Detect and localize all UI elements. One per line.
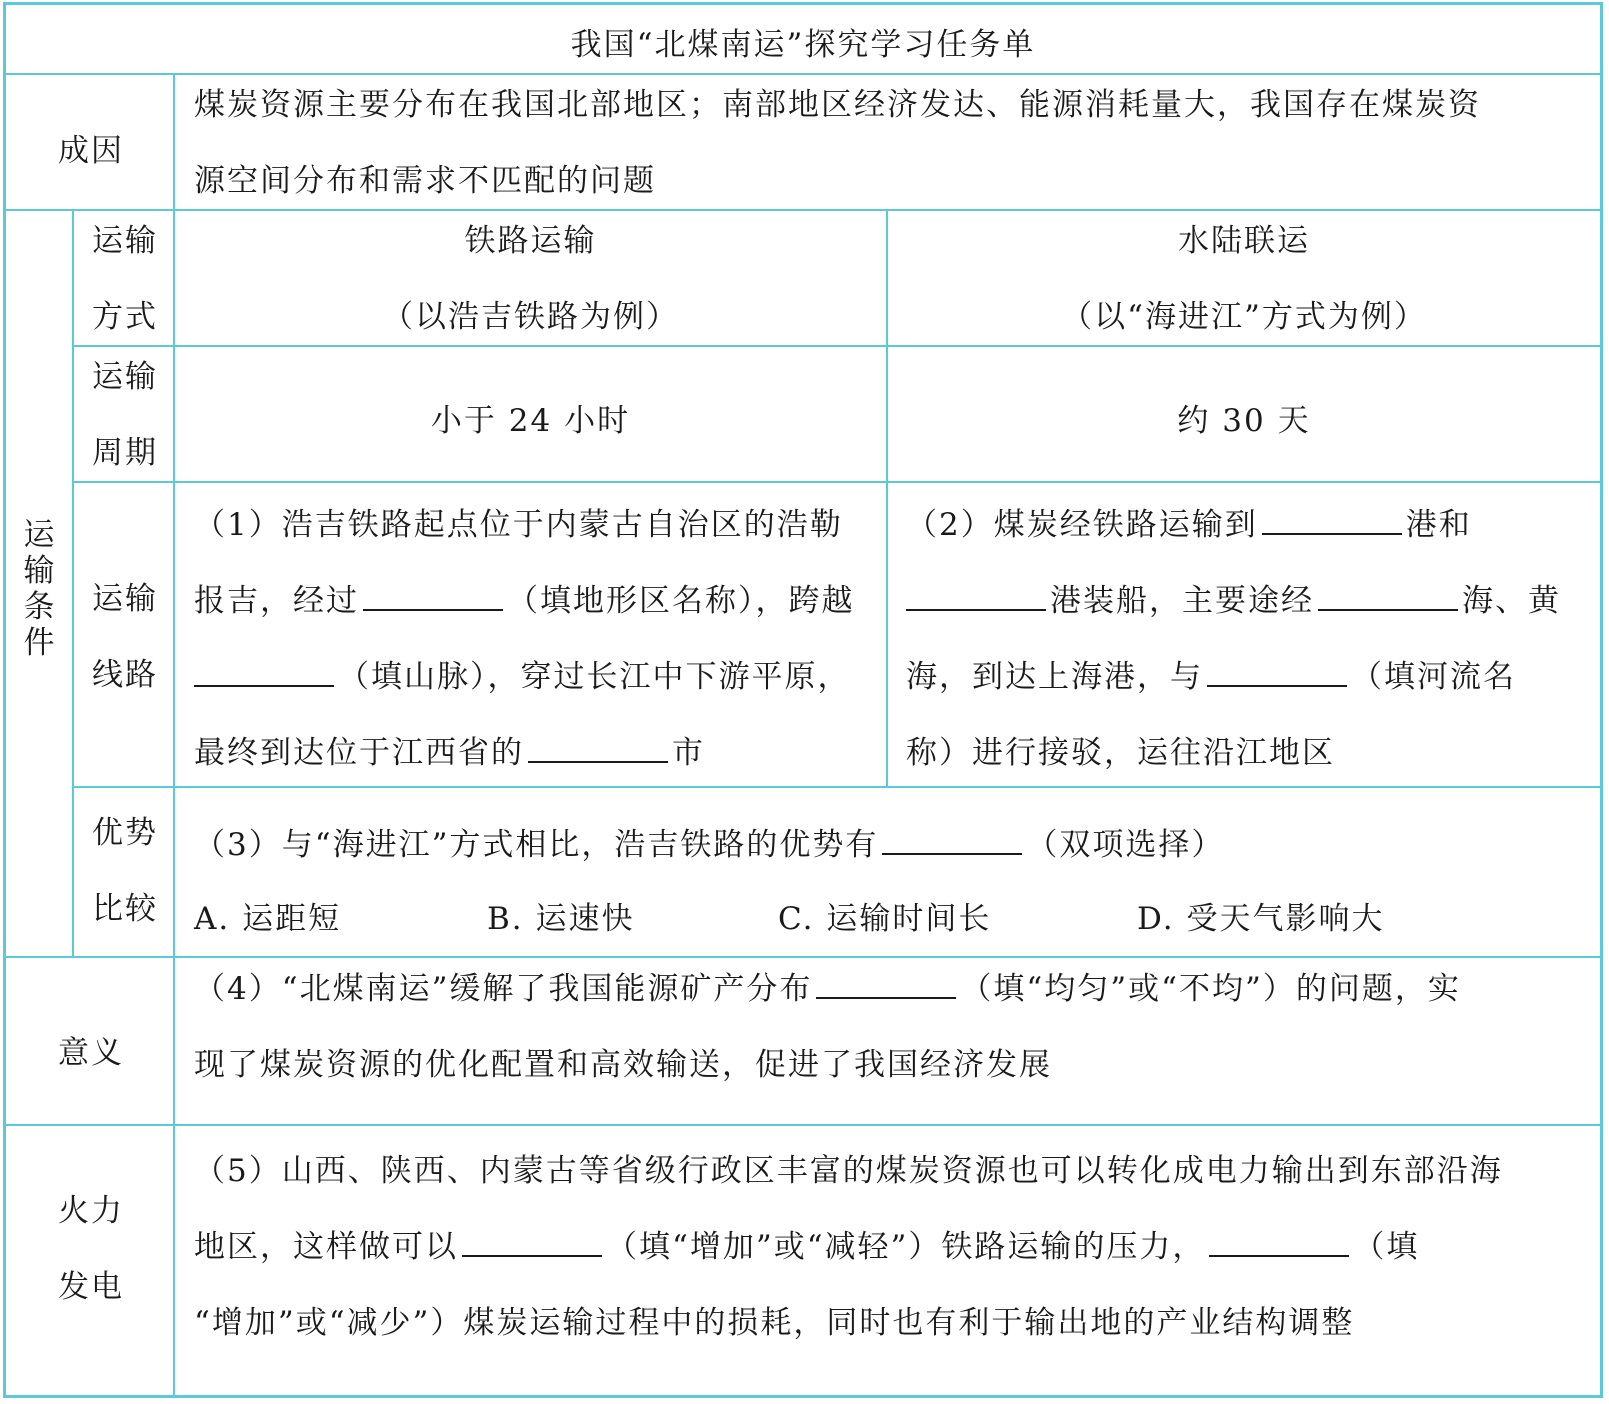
route-water-line-3-a: 海，到达上海港，与 bbox=[906, 659, 1203, 695]
advantage-label-line-2: 比较 bbox=[92, 891, 158, 927]
period-rail: 小于 24 小时 bbox=[430, 403, 631, 439]
route-label-line-1: 运输 bbox=[92, 581, 158, 617]
route-rail-line-4 bbox=[194, 715, 855, 791]
route-rail-line-3-b: （填山脉），穿过长江中下游平原， bbox=[338, 659, 851, 695]
answer-blank-advantage bbox=[882, 823, 1022, 855]
route-rail-line-3 bbox=[194, 639, 855, 715]
meaning-line-2: 现了煤炭资源的优化配置和高效输送，促进了我国经济发展 bbox=[194, 1047, 1052, 1083]
route-water-line-4: 称）进行接驳，运往沿江地区 bbox=[906, 735, 1335, 771]
route-water-line-1 bbox=[906, 487, 1561, 563]
answer-blank-mountain bbox=[194, 655, 334, 687]
answer-blank-port-1 bbox=[1262, 503, 1402, 535]
answer-blank-port-2 bbox=[906, 579, 1046, 611]
transport-conditions-label: 运 输 条 件 bbox=[23, 517, 55, 661]
option-b: B. 运速快 bbox=[487, 901, 635, 937]
route-water-line-1-b: 港和 bbox=[1405, 507, 1472, 543]
answer-blank-city bbox=[528, 731, 668, 763]
advantage-label-line-1: 优势 bbox=[92, 815, 158, 851]
thermal-text bbox=[194, 1133, 1503, 1361]
route-rail-line-2 bbox=[194, 563, 855, 639]
thermal-line-2-a: 地区，这样做可以 bbox=[194, 1229, 458, 1265]
route-label bbox=[92, 561, 158, 713]
cause-line-1: 煤炭资源主要分布在我国北部地区；南部地区经济发达、能源消耗量大，我国存在煤炭资 bbox=[194, 87, 1481, 123]
thermal-line-1: （5）山西、陕西、内蒙古等省级行政区丰富的煤炭资源也可以转化成电力输出到东部沿海 bbox=[194, 1153, 1503, 1189]
option-d: D. 受天气影响大 bbox=[1137, 901, 1385, 937]
route-rail-line-2-a: 报吉，经过 bbox=[194, 583, 359, 619]
route-water-line-3-b: （填河流名 bbox=[1351, 659, 1516, 695]
period-label bbox=[92, 339, 158, 491]
meaning-line-1 bbox=[194, 951, 1461, 1027]
meaning-label: 意义 bbox=[58, 1035, 124, 1071]
cause-line-2: 源空间分布和需求不匹配的问题 bbox=[194, 163, 656, 199]
route-water-line-2-b: 海、黄 bbox=[1462, 583, 1561, 619]
row-divider-meaning bbox=[6, 1124, 1600, 1126]
mode-label-line-2: 方式 bbox=[92, 299, 158, 335]
answer-blank-river bbox=[1207, 655, 1347, 687]
answer-blank-loss bbox=[1209, 1225, 1349, 1257]
mode-rail-example: （以浩吉铁路为例） bbox=[382, 299, 679, 335]
route-rail-text bbox=[194, 487, 855, 791]
advantage-question bbox=[194, 819, 1224, 864]
thermal-label-line-2: 发电 bbox=[58, 1269, 124, 1305]
cause-text bbox=[194, 67, 1481, 219]
mode-water bbox=[888, 203, 1600, 355]
answer-blank-distribution bbox=[816, 967, 956, 999]
meaning-text bbox=[194, 951, 1461, 1103]
advantage-label bbox=[92, 795, 158, 947]
thermal-line-2 bbox=[194, 1209, 1503, 1285]
period-water: 约 30 天 bbox=[1177, 403, 1311, 439]
option-a: A. 运距短 bbox=[194, 901, 342, 937]
meaning-line-1-b: （填“均匀”或“不均”）的问题，实 bbox=[960, 971, 1461, 1007]
cause-label: 成因 bbox=[58, 133, 124, 169]
route-label-line-2: 线路 bbox=[92, 657, 158, 693]
mode-water-name: 水陆联运 bbox=[1178, 223, 1310, 259]
route-rail-line-1: （1）浩吉铁路起点位于内蒙古自治区的浩勒 bbox=[194, 507, 843, 543]
advantage-question-b: （双项选择） bbox=[1026, 827, 1225, 863]
thermal-label-line-1: 火力 bbox=[58, 1193, 124, 1229]
answer-blank-terrain bbox=[363, 579, 503, 611]
row-divider-period bbox=[72, 481, 1600, 483]
answer-blank-sea bbox=[1318, 579, 1458, 611]
mode-water-example: （以“海进江”方式为例） bbox=[1061, 299, 1427, 335]
period-label-line-1: 运输 bbox=[92, 359, 158, 395]
thermal-label bbox=[58, 1173, 124, 1325]
advantage-question-a: （3）与“海进江”方式相比，浩吉铁路的优势有 bbox=[194, 827, 879, 863]
route-rail-line-2-b: （填地形区名称），跨越 bbox=[507, 583, 855, 619]
thermal-line-2-c: （填 bbox=[1353, 1229, 1420, 1265]
mode-label bbox=[92, 203, 158, 355]
answer-blank-pressure bbox=[462, 1225, 602, 1257]
route-rail-line-4-b: 市 bbox=[672, 735, 705, 771]
meaning-line-1-a: （4）“北煤南运”缓解了我国能源矿产分布 bbox=[194, 971, 813, 1007]
mode-rail bbox=[175, 203, 886, 355]
route-water-line-2-a: 港装船，主要途经 bbox=[1050, 583, 1314, 619]
mode-rail-name: 铁路运输 bbox=[464, 223, 597, 259]
col-divider-group bbox=[72, 209, 74, 956]
route-water-line-1-a: （2）煤炭经铁路运输到 bbox=[906, 507, 1258, 543]
thermal-line-3: “增加”或“减少”）煤炭运输过程中的损耗，同时也有利于输出地的产业结构调整 bbox=[194, 1305, 1355, 1341]
mode-label-line-1: 运输 bbox=[92, 223, 158, 259]
task-sheet-table bbox=[3, 2, 1603, 1398]
route-water-line-2 bbox=[906, 563, 1561, 639]
option-c: C. 运输时间长 bbox=[778, 901, 992, 937]
period-label-line-2: 周期 bbox=[92, 435, 158, 471]
route-water-text bbox=[906, 487, 1561, 791]
route-water-line-3 bbox=[906, 639, 1561, 715]
route-rail-line-4-a: 最终到达位于江西省的 bbox=[194, 735, 524, 771]
thermal-line-2-b: （填“增加”或“减轻”）铁路运输的压力， bbox=[606, 1229, 1206, 1265]
page-title: 我国“北煤南运”探究学习任务单 bbox=[570, 27, 1036, 63]
